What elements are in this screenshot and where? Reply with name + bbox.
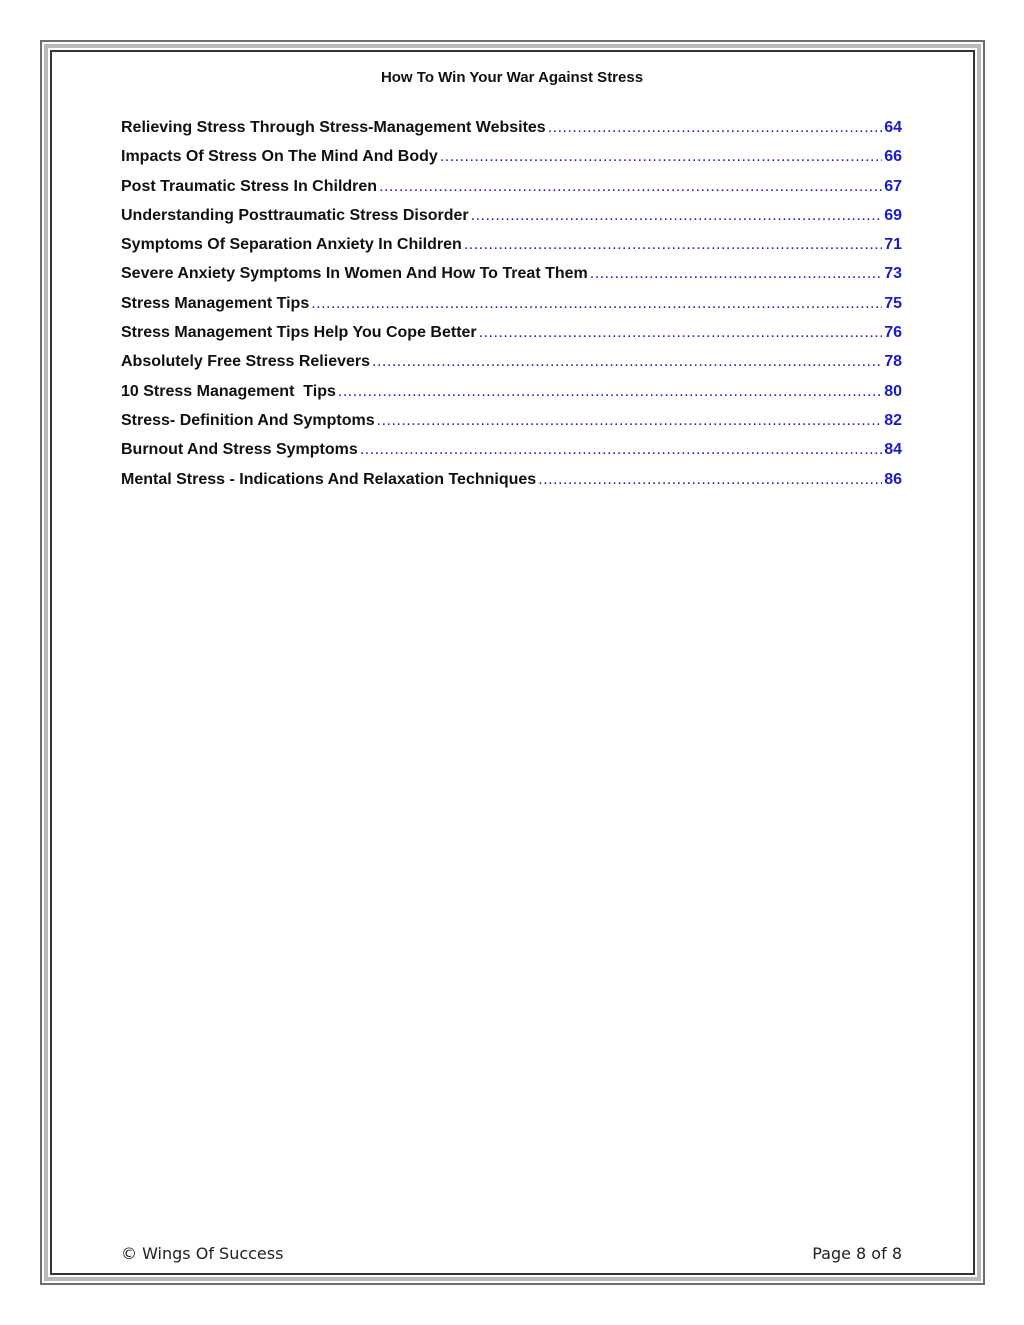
- toc-dot-leader: [440, 149, 882, 165]
- toc-entry-title: Symptoms Of Separation Anxiety In Children: [121, 236, 462, 254]
- running-header-title: How To Win Your War Against Stress: [380, 69, 644, 86]
- toc-dot-leader: [538, 472, 882, 488]
- toc-entry-page: 66: [884, 148, 902, 166]
- toc-dot-leader: [464, 237, 882, 253]
- page-footer: [121, 1246, 902, 1262]
- toc-entry-title: Stress Management Tips: [121, 294, 310, 312]
- toc-entry-title: Post Traumatic Stress In Children: [121, 177, 378, 195]
- toc-dot-leader: [377, 413, 883, 429]
- toc-entry-page: 84: [884, 441, 902, 459]
- toc-entry-page: 69: [884, 206, 902, 224]
- toc-entry-page: 64: [884, 119, 902, 136]
- toc-entry[interactable]: [121, 413, 902, 442]
- footer-page-number: Page 8 of 8: [812, 1244, 902, 1263]
- toc-entry[interactable]: [121, 325, 902, 354]
- toc-entry-page: 71: [884, 236, 902, 254]
- toc-entry[interactable]: [121, 266, 902, 295]
- toc-entry-title: Stress- Definition And Symptoms: [121, 411, 375, 429]
- toc-entry[interactable]: [121, 120, 902, 149]
- toc-dot-leader: [372, 354, 882, 370]
- toc-dot-leader: [311, 296, 882, 312]
- toc-dot-leader: [379, 179, 882, 195]
- toc-entry[interactable]: [121, 354, 902, 383]
- toc-entry-title: Stress Management Tips Help You Cope Better: [121, 324, 477, 342]
- toc-entry[interactable]: [121, 179, 902, 208]
- footer-copyright: © Wings Of Success: [121, 1244, 284, 1263]
- toc-dot-leader: [590, 266, 882, 282]
- toc-entry-page: 86: [884, 470, 902, 488]
- toc-entry-page: 75: [884, 294, 902, 312]
- toc-entry-title: Burnout And Stress Symptoms: [121, 441, 358, 459]
- toc-entry[interactable]: [121, 442, 902, 471]
- toc-entry[interactable]: [121, 472, 902, 501]
- toc-entry-title: Severe Anxiety Symptoms In Women And How To Treat Them: [121, 265, 588, 283]
- table-of-contents: [121, 120, 902, 501]
- toc-entry-page: 73: [884, 265, 902, 283]
- toc-dot-leader: [479, 325, 883, 341]
- toc-dot-leader: [338, 384, 882, 400]
- toc-entry-title: Understanding Posttraumatic Stress Disorder: [121, 206, 469, 224]
- toc-entry-page: 67: [884, 177, 902, 195]
- toc-dot-leader: [360, 442, 882, 458]
- toc-entry-title: Relieving Stress Through Stress-Management Websites: [121, 119, 546, 136]
- toc-dot-leader: [548, 120, 883, 136]
- toc-entry[interactable]: [121, 296, 902, 325]
- toc-entry[interactable]: [121, 237, 902, 266]
- toc-entry-page: 82: [884, 411, 902, 429]
- toc-entry[interactable]: [121, 149, 902, 178]
- toc-entry-page: 80: [884, 382, 902, 400]
- toc-entry-page: 78: [884, 353, 902, 371]
- toc-dot-leader: [471, 208, 883, 224]
- toc-entry-title: Impacts Of Stress On The Mind And Body: [121, 148, 438, 166]
- toc-entry-title: Mental Stress - Indications And Relaxation Techniques: [121, 470, 537, 488]
- toc-entry-page: 76: [884, 324, 902, 342]
- toc-entry-title: Absolutely Free Stress Relievers: [121, 353, 371, 371]
- toc-entry[interactable]: [121, 384, 902, 413]
- toc-entry-title: 10 Stress Management Tips: [121, 382, 336, 400]
- toc-entry[interactable]: [121, 208, 902, 237]
